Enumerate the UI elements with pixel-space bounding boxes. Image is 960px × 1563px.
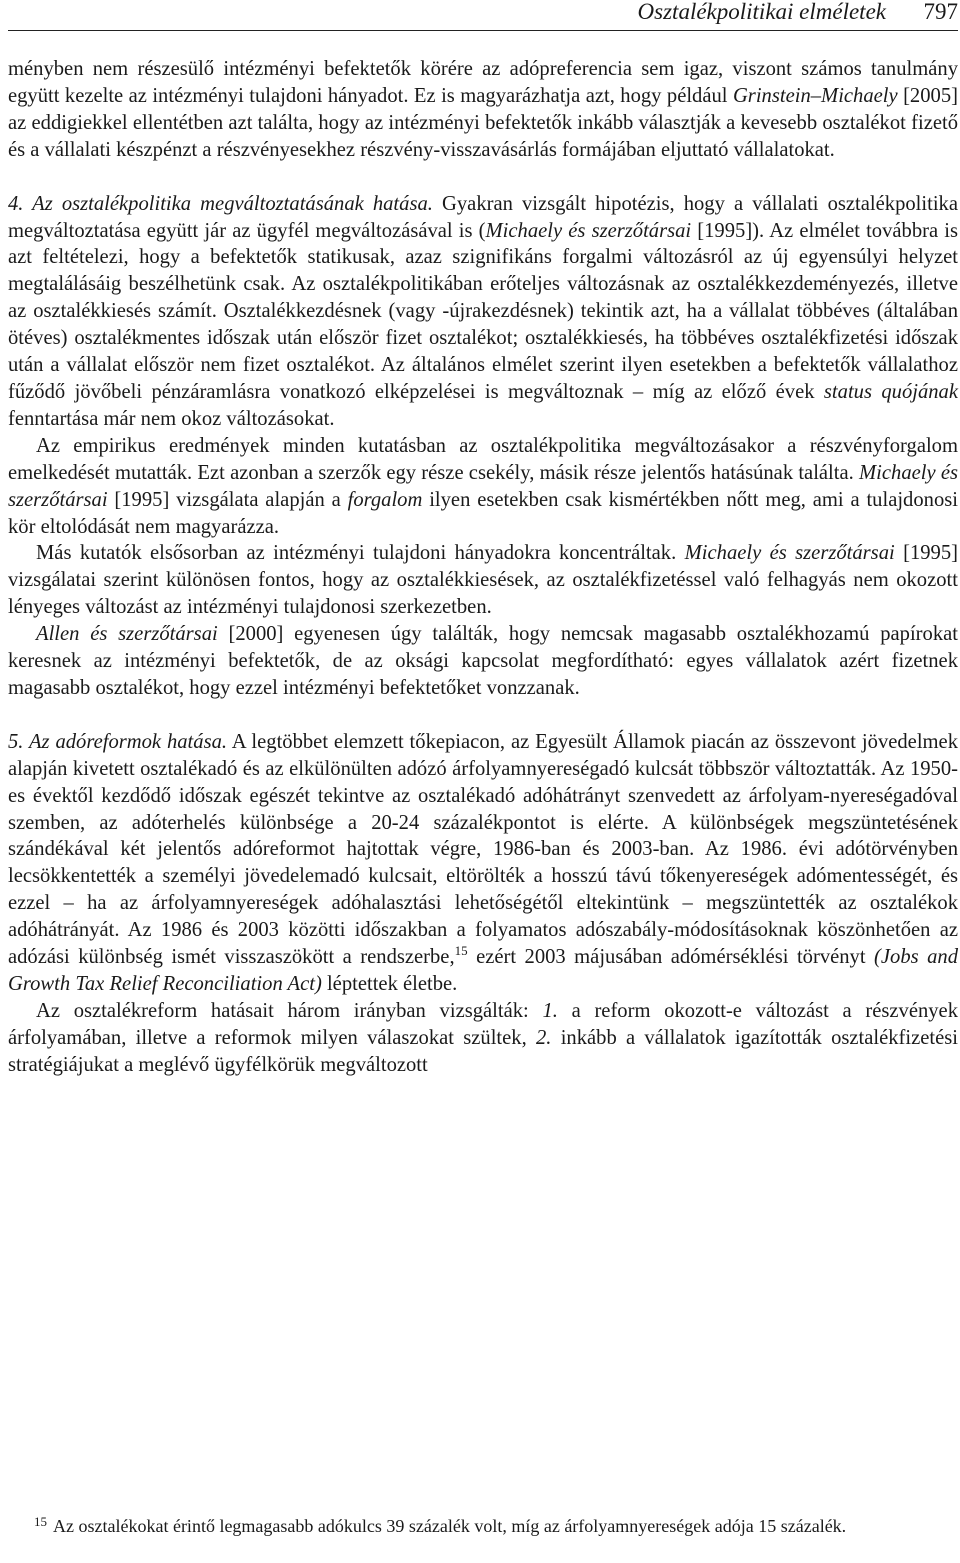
text-run: inkább a vállalatok igazították osztalékfizetési stratégiájukat a meglévő ügyfélkörük megváltozott	[8, 1026, 958, 1076]
paragraph-continuation	[8, 56, 958, 164]
text-run: Az osztalékreform hatásait három irányban vizsgálták:	[36, 999, 543, 1022]
citation-author: Allen és szerzőtársai	[36, 623, 218, 646]
section-5-paragraph	[8, 729, 958, 998]
citation-author: Grinstein–Michaely	[732, 84, 898, 107]
citation-author: Michaely és szerzőtársai	[485, 219, 692, 242]
body-text	[8, 56, 958, 1079]
text-run: Gyakran vizsgált hipotézis, hogy a vállalati osztalékpolitika megváltoztatása együtt jár az ügyfél megváltozásával is (	[8, 192, 958, 242]
footnote-number: 15	[34, 1514, 47, 1529]
text-run: [1995] vizsgálata alapján a	[107, 488, 348, 511]
text-run: [1995]). Az elmélet továbbra is azt feltételezi, hogy a befektetők statikusak, azaz szignifikáns forgalmi változásról az új egyensúlyi helyzet megtalálásáig beszélhetünk csak. Az osztalékpolitikában erőteljes változásnak az osztalékkezdeményezés, illetve az osztalékkiesés számít. Osztalékkezdésnek (vagy -újrakezdésnek) tekintik azt, ha a vállalat többéves (általában ötéves) osztalékmentes időszak után először fizet osztalékot; osztalékkiesés, ha többéves osztalékfizetési időszak után a vállalat először nem fizet osztalékot. Az általános elmélet szerint ilyen esetekben a befektetők vállalathoz fűződő jövőbeli pénzáramlásra vonatkozó elképzelései is megváltoznak – míg az előző évek	[8, 219, 959, 403]
footnote-text: Az osztalékokat érintő legmagasabb adókulcs 39 százalék volt, míg az árfolyamnyereségek adója 15 százalék.	[53, 1516, 847, 1536]
text-run: [1995] vizsgálatai szerint különösen fontos, hogy az osztalékkiesések, az osztalékfizetéssel való felhagyás nem okozott lényeges változást az intézményi tulajdonosi szerkezetben.	[8, 542, 959, 619]
paragraph	[8, 998, 958, 1079]
footnote	[8, 1509, 958, 1539]
text-run: a reform okozott-e változást a részvények árfolyamában, illetve a reformok milyen válaszokat szültek,	[8, 999, 958, 1049]
page	[8, 0, 958, 1079]
emphasis: forgalom	[347, 488, 423, 511]
text-run: fenntartása már nem okoz változásokat.	[8, 407, 335, 430]
citation-author: Michaely és szerzőtársai	[8, 461, 958, 511]
paragraph	[8, 433, 958, 541]
text-run: léptettek életbe.	[321, 973, 458, 995]
emphasis: status quójának	[823, 380, 958, 403]
citation-author: Michaely és szerzőtársai	[684, 542, 895, 565]
text-run: Más kutatók elsősorban az intézményi tulajdoni hányadokra koncentráltak.	[36, 542, 685, 565]
text-run: Az empirikus eredmények minden kutatásban az osztalékpolitika megváltozásakor a részvényforgalom emelkedését mutatták. Ezt azonban a szerzők egy része csekély, másik része jelentős hatásúnak találta.	[8, 434, 958, 484]
text-run: [2005] az eddigiekkel ellentétben azt találta, hogy az intézményi befektetők inkább választják a kevesebb osztalékot fizető és a vállalati készpénzt a részvényesekhez részvény-visszavásárlás formájában eljuttató vállalatokat.	[8, 84, 958, 161]
section-heading: 5. Az adóreformok hatása.	[8, 730, 228, 753]
text-run: ményben nem részesülő intézményi befektetők körére az adópreferencia sem igaz, viszont számos tanulmány együtt kezelte az intézményi tulajdoni hányadot. Ez is magyarázhatja azt, hogy például	[8, 58, 958, 107]
text-run: A legtöbbet elemzett tőkepiacon, az Egyesült Államok piacán az összevont jövedelmek alapján kivetett osztalékadó és az elkülönülten adózó árfolyamnyereségadó kulcsát többször változtatták. Az 1950-es évektől kezdődő időszak egészét tekintve az osztalékadó adóhátrányt szenvedett az árfolyam-nyereségadóval szemben, az adóterhelés különbsége a 20-24 százalékpontot is elérte. A különbségek megszüntetésének szándékával két jelentős adóreformot hajtottak végre, 1986-ban és 2003-ban. Az 1986. évi adótörvényben lecsökkentették a személyi jövedelemadó kulcsait, eltörölték a hosszú távú tőkenyereségek adómentességét, és ezzel – ha az árfolyamnyereségek adóhalasztási lehetőségétől eltekintünk – megszüntették az osztalékok adóhátrányát. Az 1986 és 2003 közötti időszakban a folyamatos adószabály-módosításoknak köszönhetően az adózási különbség ismét visszaszökött a rendszerbe,	[8, 730, 958, 969]
section-heading: 4. Az osztalékpolitika megváltoztatásának hatása.	[8, 192, 433, 215]
emphasis: (Jobs and Growth Tax Relief Reconciliation Act)	[8, 946, 959, 995]
paragraph	[8, 540, 958, 621]
emphasis: 2.	[536, 1026, 552, 1049]
footnote-reference[interactable]: 15	[454, 943, 468, 959]
paragraph	[8, 621, 958, 702]
emphasis: 1.	[542, 999, 558, 1022]
running-header	[8, 0, 958, 31]
page-number: 797	[923, 0, 958, 24]
running-title: Osztalékpolitikai elméletek	[637, 0, 886, 24]
text-run: ezért 2003 májusában adómérséklési törvényt	[467, 946, 875, 969]
text-run: ilyen esetekben csak kismértékben nőtt meg, ami a tulajdonosi kör eltolódását nem magyarázza.	[8, 488, 958, 538]
section-4-paragraph	[8, 191, 958, 433]
text-run: [2000] egyenesen úgy találták, hogy nemcsak magasabb osztalékhozamú papírokat keresnek az intézményi befektetők, de az oksági kapcsolat megfordítható: egyes vállalatok azért fizetnek magasabb osztalékot, hogy ezzel intézményi befektetőket vonzzanak.	[8, 623, 958, 699]
